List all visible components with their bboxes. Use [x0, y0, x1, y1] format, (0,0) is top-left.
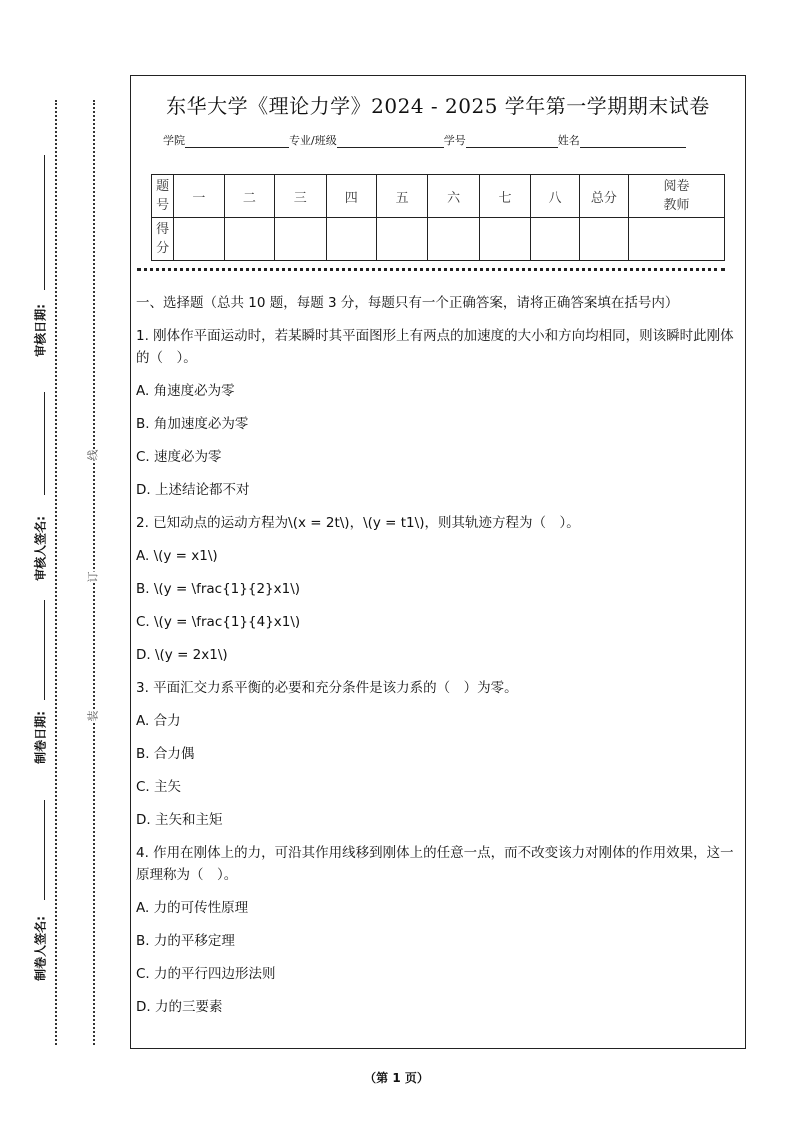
college-field[interactable]: [185, 136, 289, 148]
option: C. \(y = \frac{1}{4}x1\): [136, 614, 301, 630]
col-2: 二: [224, 175, 274, 218]
name-field[interactable]: [580, 136, 686, 148]
option: D. 上述结论都不对: [136, 482, 250, 498]
name-label: 姓名: [557, 134, 580, 147]
student-id-field[interactable]: [466, 136, 558, 148]
student-info-row: [163, 132, 686, 148]
table-row-header: [152, 175, 725, 218]
option: B. 合力偶: [136, 746, 195, 762]
option: D. 主矢和主矩: [136, 812, 223, 828]
binding-mark-staple: 订: [86, 571, 100, 583]
major-class-field[interactable]: [337, 136, 444, 148]
question-number-header: 题号: [152, 175, 174, 218]
score-cell[interactable]: [531, 218, 579, 261]
score-cell[interactable]: [174, 218, 224, 261]
question-stem: 3. 平面汇交力系平衡的必要和充分条件是该力系的（ ）为零。: [136, 680, 518, 696]
question-stem: 1. 刚体作平面运动时，若某瞬时其平面图形上有两点的加速度的大小和方向均相同，则该瞬时此刚体的（ ）。: [136, 328, 734, 366]
option: B. \(y = \frac{1}{2}x1\): [136, 581, 301, 597]
preparer-signature-line: [44, 800, 45, 900]
option: B. 力的平移定理: [136, 933, 235, 949]
col-1: 一: [174, 175, 224, 218]
option: A. 合力: [136, 713, 181, 729]
option: D. \(y = 2x1\): [136, 647, 228, 663]
col-6: 六: [428, 175, 479, 218]
review-date-label: 审核日期:: [33, 304, 48, 357]
option: A. \(y = x1\): [136, 548, 218, 564]
page-number: （第 1 页）: [364, 1071, 429, 1085]
table-row-score: [152, 218, 725, 261]
col-5: 五: [376, 175, 427, 218]
option: C. 力的平行四边形法则: [136, 966, 276, 982]
prep-date-line: [44, 600, 45, 700]
binding-mark-line: 线: [86, 449, 100, 461]
section-heading: 一、选择题（总共 10 题，每题 3 分，每题只有一个正确答案，请将正确答案填在括号内）: [136, 295, 679, 311]
review-date-line: [44, 155, 45, 290]
option: C. 主矢: [136, 779, 182, 795]
prep-date-label: 制卷日期:: [33, 711, 48, 764]
col-grader: 阅卷教师: [629, 175, 725, 218]
score-cell[interactable]: [275, 218, 326, 261]
major-class-label: 专业/班级: [289, 134, 337, 147]
score-cell[interactable]: [479, 218, 530, 261]
dotted-divider: [137, 268, 725, 271]
option: B. 角加速度必为零: [136, 416, 249, 432]
col-7: 七: [479, 175, 530, 218]
question-stem: 2. 已知动点的运动方程为\(x = 2t\)，\(y = t1\)，则其轨迹方程为（ ）。: [136, 515, 580, 531]
reviewer-signature-line: [44, 392, 45, 495]
question-stem: 4. 作用在刚体上的力，可沿其作用线移到刚体上的任意一点，而不改变该力对刚体的作用效果，这一原理称为（ ）。: [136, 845, 734, 883]
col-3: 三: [275, 175, 326, 218]
score-cell[interactable]: [376, 218, 427, 261]
option: D. 力的三要素: [136, 999, 223, 1015]
score-cell[interactable]: [224, 218, 274, 261]
col-total: 总分: [579, 175, 628, 218]
score-cell[interactable]: [326, 218, 376, 261]
option: C. 速度必为零: [136, 449, 222, 465]
score-cell[interactable]: [629, 218, 725, 261]
choice-section: [136, 292, 736, 1029]
cut-line-outer: [55, 100, 57, 1045]
exam-frame: [130, 75, 746, 1049]
score-cell[interactable]: [579, 218, 628, 261]
option: A. 力的可传性原理: [136, 900, 249, 916]
preparer-signature-label: 制卷人签名:: [33, 916, 48, 981]
exam-title: 东华大学《理论力学》2024 - 2025 学年第一学期期末试卷: [166, 94, 710, 118]
score-header: 得分: [152, 218, 174, 261]
student-id-label: 学号: [443, 134, 466, 147]
option: A. 角速度必为零: [136, 383, 235, 399]
score-cell[interactable]: [428, 218, 479, 261]
reviewer-signature-label: 审核人签名:: [33, 516, 48, 581]
college-label: 学院: [163, 134, 185, 147]
col-4: 四: [326, 175, 376, 218]
score-table: [151, 174, 725, 261]
binding-mark-bind: 装: [86, 710, 100, 722]
col-8: 八: [531, 175, 579, 218]
